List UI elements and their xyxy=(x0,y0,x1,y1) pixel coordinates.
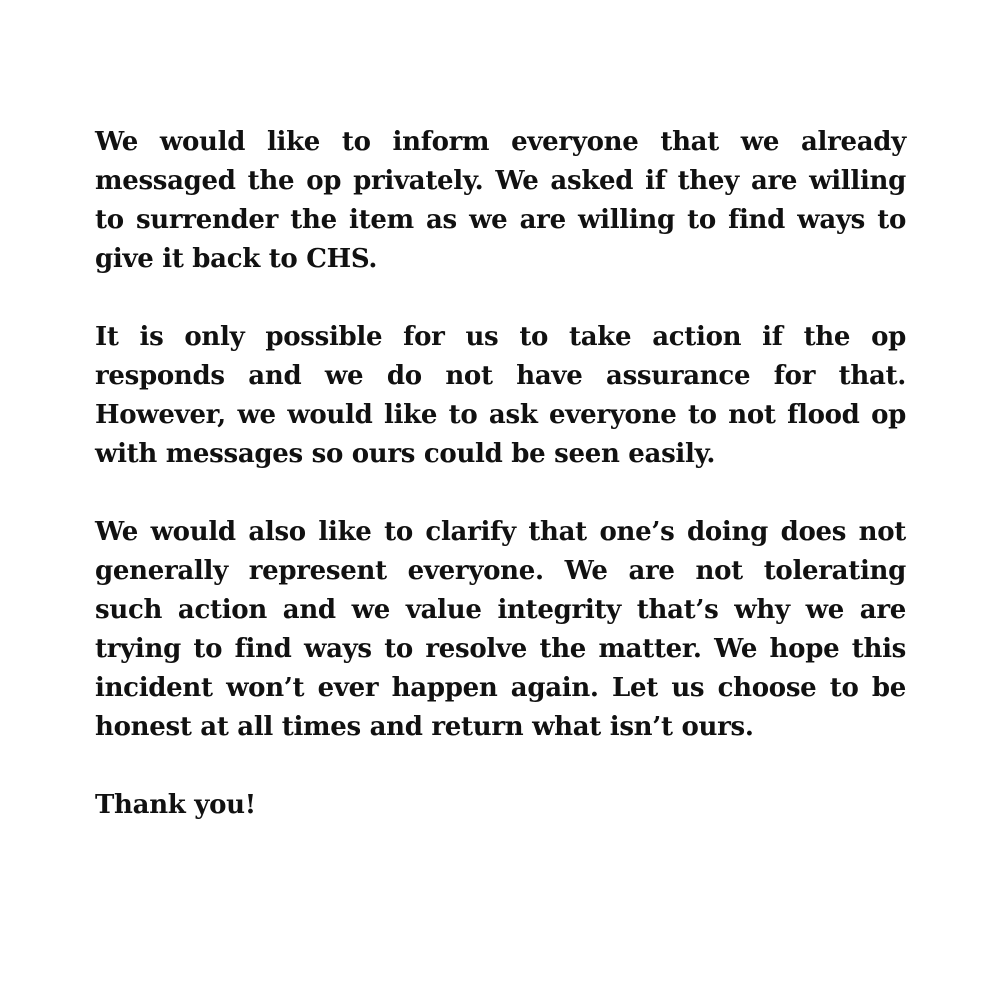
paragraph-action: It is only possible for us to take action if the op responds and we do not have assurance for that. However, we would like to ask everyone to not flood op with messages so ours could be seen easily. xyxy=(95,322,906,469)
announcement-document xyxy=(95,123,906,825)
paragraph-closing: Thank you! xyxy=(95,790,256,820)
paragraph-notice: We would like to inform everyone that we already messaged the op privately. We asked if they are willing to surrender the item as we are willing to find ways to give it back to CHS. xyxy=(95,127,906,274)
paragraph-clarification: We would also like to clarify that one’s doing does not generally represent everyone. We are not tolerating such action and we value integrity that’s why we are trying to find ways to resolve the matter. We hope this incident won’t ever happen again. Let us choose to be honest at all times and return what isn’t ours. xyxy=(95,517,906,742)
